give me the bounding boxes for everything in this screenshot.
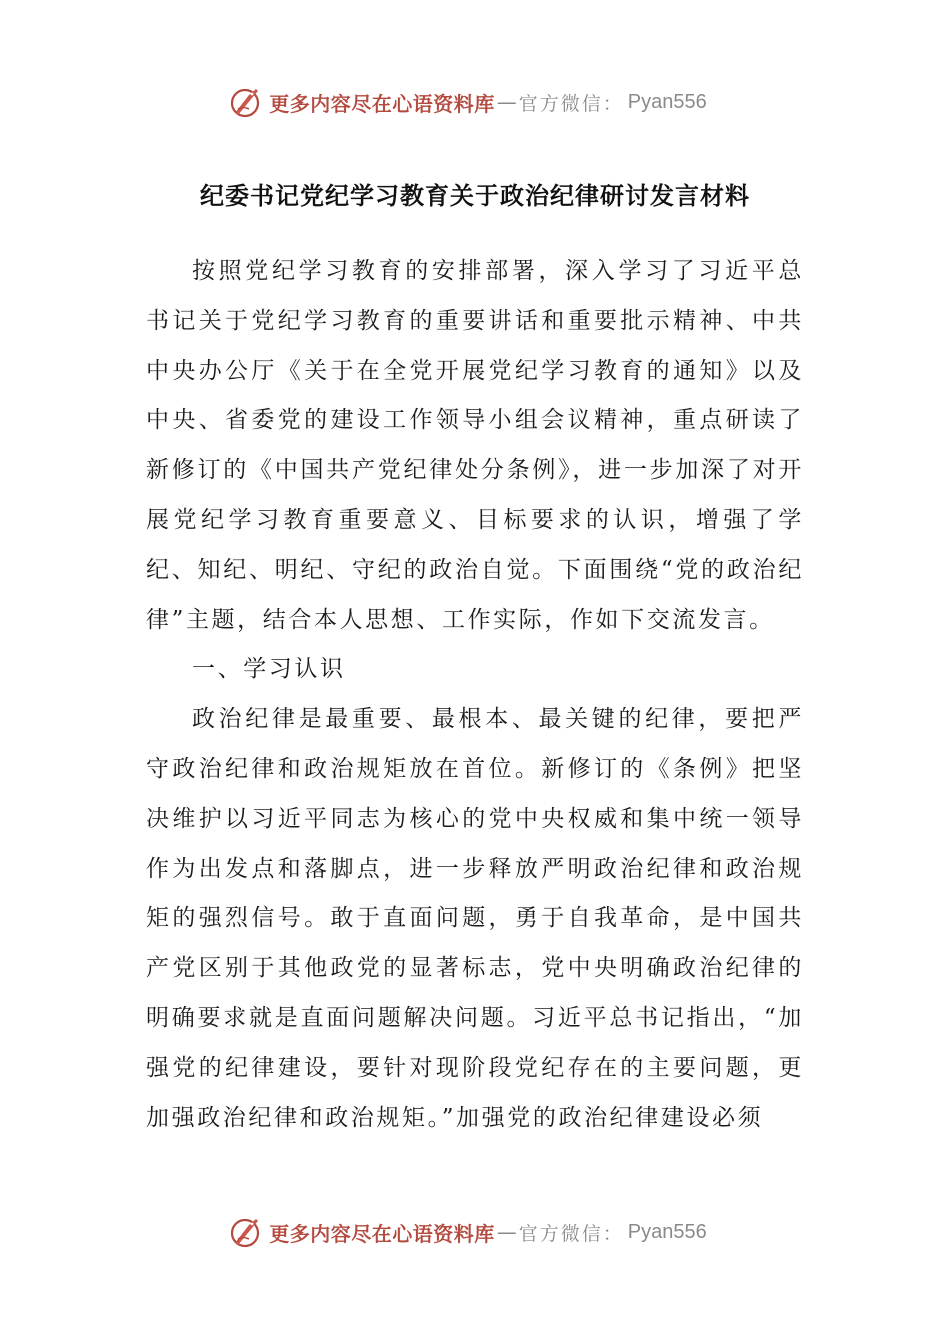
banner-wechat-label: 官方微信： [518,92,624,115]
pen-nib-icon [229,85,263,119]
paragraph-section-one: 政治纪律是最重要、最根本、最关键的纪律，要把严守政治纪律和政治规矩放在首位。新修订的《条例》把坚决维护以习近平同志为核心的党中央权威和集中统一领导作为出发点和落脚点，进一步释放严明政治纪律和政治规矩的强烈信号。敢于直面问题，勇于自我革命，是中国共产党区别于其他政党的显著标志，党中央明确政治纪律的明确要求就是直面问题解决问题。习近平总书记指出，“加强党的纪律建设，要针对现阶段党纪存在的主要问题，更加强政治纪律和政治规矩。”加强党的政治纪律建设必须 [146,706,804,1131]
document-title: 纪委书记党纪学习教育关于政治纪律研讨发言材料 [200,182,750,210]
section-heading: 一、学习认识 [192,656,346,683]
pen-nib-icon [229,1215,263,1249]
banner-wechat-id: Pyan556 [627,90,707,113]
banner-dash: — [496,90,517,114]
document-body [146,247,804,1143]
banner-dash: — [496,1220,517,1244]
banner-wechat-id: Pyan556 [627,1220,707,1243]
banner-brand: 更多内容尽在心语资料库 [269,1221,495,1246]
banner-wechat-label: 官方微信： [518,1222,624,1245]
footer-banner [0,1212,950,1252]
header-banner [0,82,950,122]
paragraph-intro: 按照党纪学习教育的安排部署，深入学习了习近平总书记关于党纪学习教育的重要讲话和重要批示精神、中共中央办公厅《关于在全党开展党纪学习教育的通知》以及中央、省委党的建设工作领导小组会议精神，重点研读了新修订的《中国共产党纪律处分条例》，进一步加深了对开展党纪学习教育重要意义、目标要求的认识，增强了学纪、知纪、明纪、守纪的政治自觉。下面围绕“党的政治纪律”主题，结合本人思想、工作实际，作如下交流发言。 [146,258,804,633]
banner-brand: 更多内容尽在心语资料库 [269,91,495,116]
